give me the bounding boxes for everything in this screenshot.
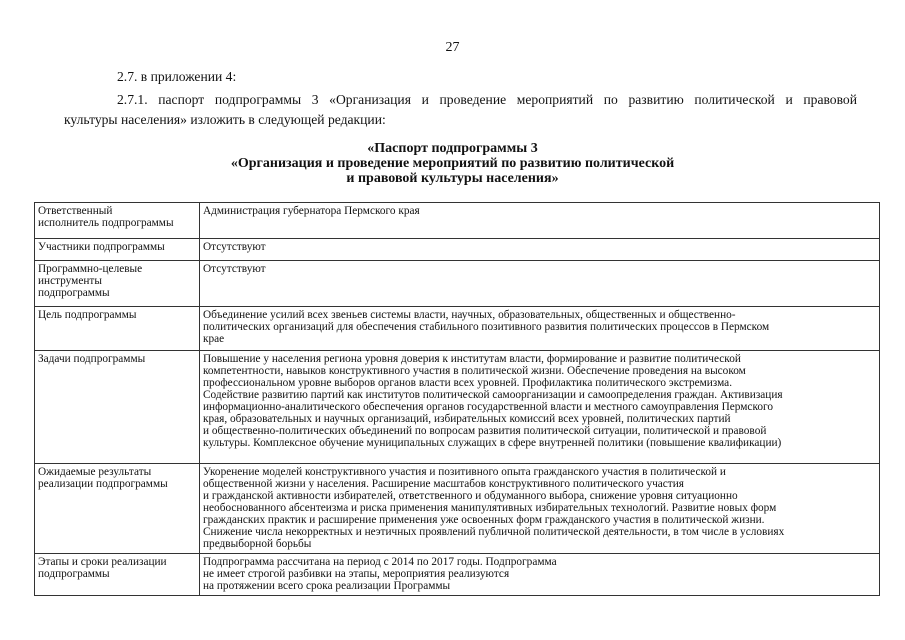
row-value-line: гражданских практик и расширение применения уже освоенных форм гражданского участия в политической жизни. [203,514,765,526]
row-value-line: культуры. Комплексное обучение муниципальных служащих в сфере внутренней политики (повышение квалификации) [203,437,782,449]
row-value-line: Объединение усилий всех звеньев системы власти, научных, образовательных, общественных и общественно- [203,309,736,321]
passport-title-line-1: «Паспорт подпрограммы 3 [367,141,538,156]
row-value-cell [200,261,880,307]
row-value-line: информационно-аналитического обеспечения органов государственной власти и местного самоуправления Пермского [203,401,774,413]
row-label-cell [35,307,200,351]
row-value-cell [200,239,880,261]
row-label-line: инструменты [38,275,102,287]
row-label-line: Ответственный [38,205,113,217]
table-row [35,203,880,239]
table-row [35,464,880,554]
row-value-line: Подпрограмма рассчитана на период с 2014 по 2017 годы. Подпрограмма [203,556,557,568]
row-label-line: подпрограммы [38,568,110,580]
row-label-line: Задачи подпрограммы [38,353,146,365]
row-value-line: Укоренение моделей конструктивного участия и позитивного опыта гражданского участия в политической и [203,466,726,478]
row-label-cell [35,351,200,464]
row-value-line: необоснованного абсентеизма и риска применения манипулятивных избирательных технологий. Развитие новых форм [203,502,777,514]
row-value-line: Отсутствуют [203,263,266,275]
row-value-line: края, образовательных и научных организаций, избирательных комиссий всех уровней, политических партий [203,413,731,425]
row-label-line: Участники подпрограммы [38,241,165,253]
table-row [35,351,880,464]
row-value-cell [200,351,880,464]
table-row [35,239,880,261]
passport-table [34,202,880,596]
row-value-line: Содействие развитию партий как институтов политической самоорганизации и самоопределения граждан. Активизация [203,389,783,401]
table-row [35,554,880,596]
row-label-cell [35,261,200,307]
row-label-line: Программно-целевые [38,263,143,275]
row-value-line: крае [203,333,225,345]
row-value-line: не имеет строгой разбивки на этапы, мероприятия реализуются [203,568,510,580]
row-label-cell [35,239,200,261]
row-value-line: профессиональном уровне выборов органов власти всех уровней. Профилактика политического экстремизма. [203,377,733,389]
page-number: 27 [445,40,460,55]
passport-title-line-2: «Организация и проведение мероприятий по развитию политической [230,156,675,171]
row-value-line: на протяжении всего срока реализации Программы [203,580,451,592]
row-value-line: предвыборной борьбы [203,538,312,550]
row-value-cell [200,307,880,351]
row-label-cell [35,554,200,596]
row-value-line: Снижение числа некорректных и неэтичных проявлений публичной политической деятельности, в том числе в условиях [203,526,785,538]
row-value-line: Повышение у населения региона уровня доверия к институтам власти, формирование и развитие политической [203,353,741,365]
row-value-line: политических организаций для обеспечения стабильного позитивного развития политических процессов в Пермском [203,321,770,333]
row-value-cell [200,203,880,239]
row-value-line: и гражданской активности избирателей, ответственного и обдуманного выбора, снижение уровня ситуационно [203,490,738,502]
row-label-cell [35,464,200,554]
passport-title-line-3: и правовой культуры населения» [346,171,559,186]
row-value-line: Администрация губернатора Пермского края [203,205,420,217]
row-label-line: Цель подпрограммы [38,309,137,321]
row-label-line: реализации подпрограммы [38,478,168,490]
intro-line-3: культуры населения» изложить в следующей редакции: [64,112,386,127]
row-label-line: подпрограммы [38,287,110,299]
table-row [35,307,880,351]
row-label-line: Этапы и сроки реализации [38,556,167,568]
table-row [35,261,880,307]
row-value-cell [200,464,880,554]
intro-line-1: 2.7. в приложении 4: [117,69,237,84]
intro-line-2: 2.7.1. паспорт подпрограммы 3 «Организация и проведение мероприятий по развитию политической и правовой [117,92,857,107]
row-value-line: и общественно-политических объединений по вопросам развития политической ситуации, политической и правовой [203,425,767,437]
row-label-line: Ожидаемые результаты [38,466,152,478]
row-value-line: Отсутствуют [203,241,266,253]
row-label-line: исполнитель подпрограммы [38,217,174,229]
row-value-line: компетентности, навыков конструктивного участия в политической жизни. Обеспечение проведения на высоком [203,365,746,377]
row-label-cell [35,203,200,239]
row-value-line: общественной жизни у населения. Расширение масштабов конструктивного политического участия [203,478,684,490]
row-value-cell [200,554,880,596]
